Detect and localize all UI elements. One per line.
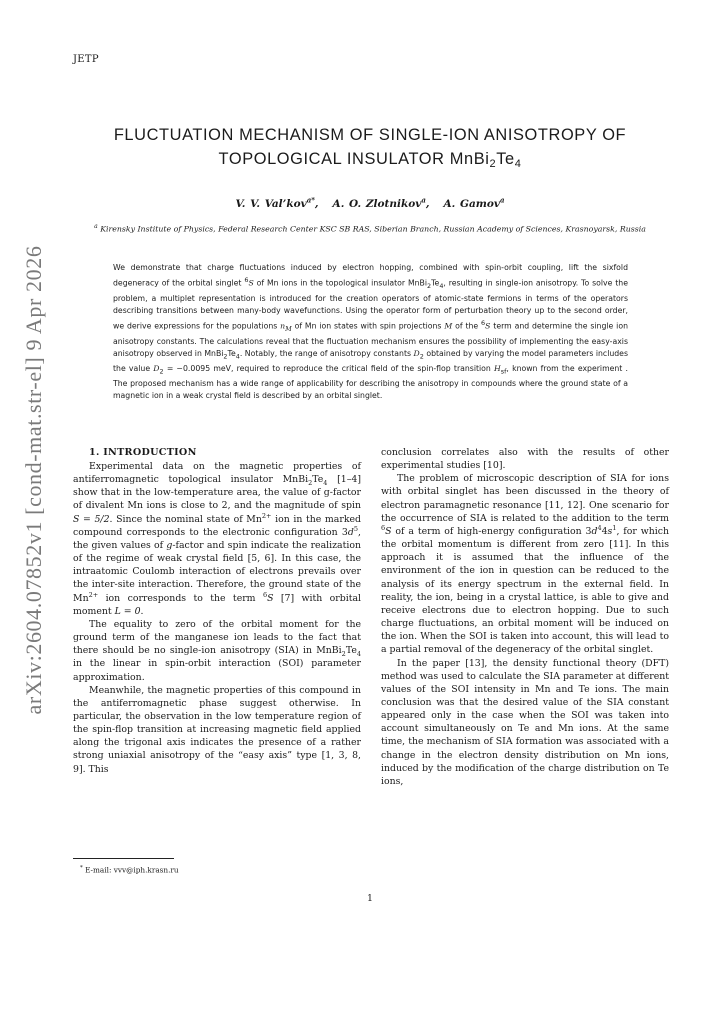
paragraph: Experimental data on the magnetic properties of antiferromagnetic topological insulator $MnBi_2Te_4$ [1–4] show that in the low-temperature area, the value of g-factor of divalent Mn ions is close to 2, and the magnitude of spin S = 5/2. Since the nominal state of $Mn^{2+}$ ion in the marked compound corresponds to the electronic configuration $3d^5$, the given values of g-factor and spin indicate the realization of the regime of weak crystal field [5, 6]. In this case, the intraatomic Coulomb interaction of electrons prevails over the inter-site interaction. Therefore, the ground state of the $Mn^{2+}$ ion corresponds to the term $^6$S [7] with orbital moment L = 0. bbox=[73, 461, 362, 617]
title-line-1: FLUCTUATION MECHANISM OF SINGLE-ION ANISOTROPY OF bbox=[113, 126, 627, 144]
arxiv-identifier-text: arXiv:2604.07852v1 [cond-mat.str-el] 9 Apr 2026 bbox=[21, 245, 46, 715]
author-list: V. V. Val’kov$^{a*}$, A. O. Zlotnikov$^a$, A. Gamov$^a$ bbox=[235, 195, 505, 210]
paper-title bbox=[60, 123, 680, 176]
footnote-rule bbox=[73, 858, 174, 859]
paragraph: conclusion correlates also with the results of other experimental studies [10]. bbox=[381, 447, 669, 472]
title-line-2: TOPOLOGICAL INSULATOR $MnBi_2Te_4$ bbox=[218, 150, 522, 170]
right-column bbox=[381, 446, 669, 788]
footnote: * E-mail: vvv@iph.krasn.ru bbox=[80, 865, 179, 875]
paragraph: The equality to zero of the orbital moment for the ground term of the manganese ion leads to the fact that there should be no single-ion anisotropy (SIA) in $MnBi_2Te_4$ in the linear in spin-orbit interaction (SOI) parameter approximation. bbox=[73, 618, 361, 683]
author-1: V. V. Val’kov$^{a*}$ bbox=[235, 195, 315, 210]
abstract: We demonstrate that charge fluctuations induced by electron hopping, combined with spin-orbit coupling, lift the sixfold degeneracy of the orbital singlet $^6$S of Mn ions in the topological insulator $MnBi_2Te_4$, resulting in single-ion anisotropy. To solve the problem, a multiplet representation is introduced for the creation operators of atomic-state fermions in terms of the operators describing transitions between many-body wavefunctions. Using the operator form of perturbation theory up to the second order, we derive expressions for the populations $n_M$ of Mn ion states with spin projections M of the $^6$S term and determine the single ion anisotropy constants. The calculations reveal that the fluctuation mechanism ensures the possibility of implementing the easy-axis anisotropy observed in $MnBi_2Te_4$. Notably, the range of anisotropy constants $D_2$ obtained by varying the model parameters includes the value $D_2 = -0.0095$ meV, required to reproduce the critical field of the spin-flop transition $H_{sf}$, known from the experiment . The proposed mechanism has a wide range of applicability for describing the anisotropy in compounds where the ground state of a magnetic ion in a weak crystal field is described by an orbital singlet. bbox=[113, 263, 628, 401]
paragraph: The problem of microscopic description of SIA for ions with orbital singlet has been discussed in the theory of electron paramagnetic resonance [11, 12]. One scenario for the occurrence of SIA is related to the addition to the term $^6$S of a term of high-energy configuration $3d^44s^1$, for which the orbital momentum is different from zero [11]. In this approach it is assumed that the influence of the environment of the ion in question can be reduced to the analysis of its energy spectrum in the external field. In reality, the ion, being in a crystal lattice, is able to give and receive electrons due to electron hopping. Due to such charge fluctuations, an orbital moment will be induced on the ion. When the SOI is taken into account, this will lead to a partial removal of the degeneracy of the orbital singlet. bbox=[381, 473, 669, 656]
author-3: A. Gamov$^a$ bbox=[443, 195, 505, 210]
author-2: A. O. Zlotnikov$^a$ bbox=[332, 195, 426, 210]
section-heading: 1. INTRODUCTION bbox=[89, 447, 197, 458]
journal-name: JETP bbox=[73, 54, 99, 65]
author-affiliation: $^a$ Kirensky Institute of Physics, Federal Research Center KSC SB RAS, Siberian Branch, Russian Academy of Sciences, Krasnoyarsk, Russia bbox=[94, 223, 646, 234]
page-number: 1 bbox=[367, 893, 373, 904]
paragraph: In the paper [13], the density functional theory (DFT) method was used to calculate the SIA parameter at different values of the SOI intensity in Mn and Te ions. The main conclusion was that the desired value of the SIA constant appeared only in the case when the SOI was taken into account simultaneously on Te and Mn ions. At the same time, the mechanism of SIA formation was associated with a change in the electron density distribution on Mn ions, induced by the modification of the charge distribution on Te ions, bbox=[381, 657, 669, 787]
paragraph: Meanwhile, the magnetic properties of this compound in the antiferromagnetic phase suggest otherwise. In particular, the observation in the low temperature region of the spin-flop transition at increasing magnetic field applied along the trigonal axis indicates the presence of a rather strong uniaxial anisotropy of the “easy axis” type [1, 3, 8, 9]. This bbox=[73, 684, 361, 775]
left-column bbox=[73, 446, 361, 776]
